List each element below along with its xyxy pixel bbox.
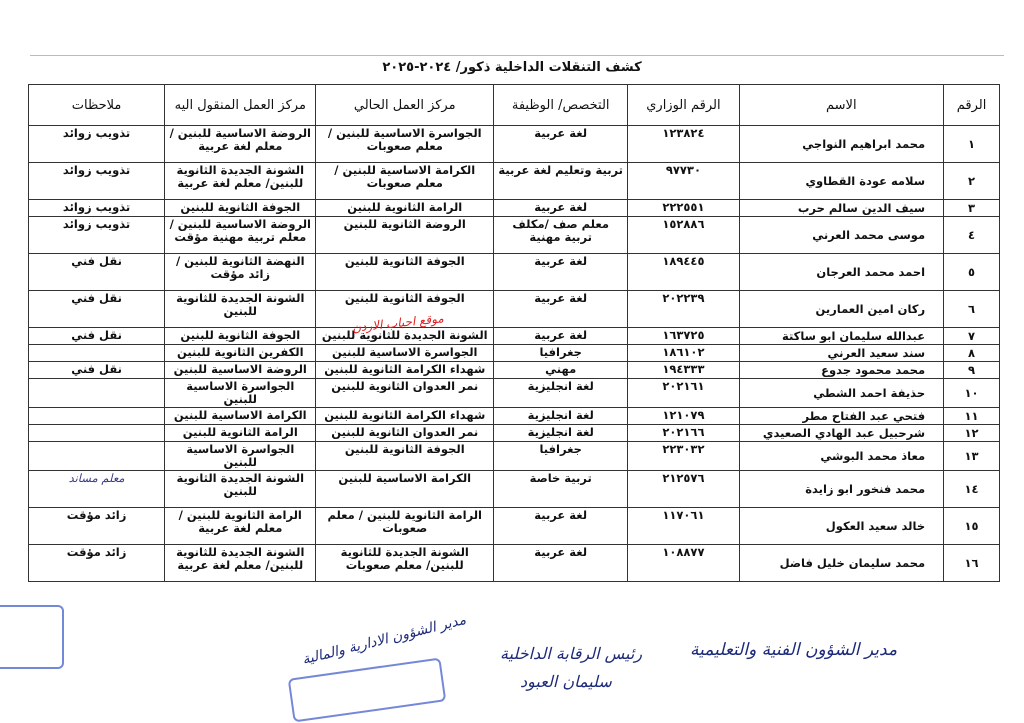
cell-national-id: ١٢٣٨٢٤ [628,126,739,163]
signature-bottom: سليمان العبود [520,672,612,691]
table-row [29,408,1000,425]
header-new-center: مركز العمل المنقول اليه [165,85,316,126]
cell-name: سند سعيد العرني [739,345,944,362]
cell-specialty: لغة عربية [494,254,628,291]
cell-national-id: ٢٢٢٥٥١ [628,200,739,217]
cell-specialty: لغة عربية [494,328,628,345]
cell-current-center: الجوفة الثانوية للبنين [316,254,494,291]
cell-national-id: ٢٠٢٢٣٩ [628,291,739,328]
header-row [29,85,1000,126]
cell-new-center: الكفرين الثانوية للبنين [165,345,316,362]
top-rule [30,55,1004,56]
cell-national-id: ١٢١٠٧٩ [628,408,739,425]
cell-new-center: النهضة الثانوية للبنين / زائد مؤقت [165,254,316,291]
cell-index: ٤ [944,217,1000,254]
cell-name: محمد ابراهيم النواجي [739,126,944,163]
cell-current-center: الرامة الثانوية للبنين / معلم صعوبات [316,508,494,545]
cell-name: موسى محمد العرني [739,217,944,254]
cell-national-id: ٢١٢٥٧٦ [628,471,739,508]
cell-national-id: ١٥٢٨٨٦ [628,217,739,254]
header-index: الرقم [944,85,1000,126]
table-row [29,254,1000,291]
cell-new-center: الشونة الجديدة الثانوية للبنين/ معلم لغة عربية [165,163,316,200]
cell-current-center: الشونة الجديدة للثانوية للبنين/ معلم صعوبات [316,545,494,582]
cell-national-id: ١٦٣٧٢٥ [628,328,739,345]
signature-left: مدير الشؤون الادارية والمالية [300,611,468,669]
cell-index: ٥ [944,254,1000,291]
cell-name: احمد محمد العرجان [739,254,944,291]
cell-current-center: الرامة الثانوية للبنين [316,200,494,217]
signature-right: مدير الشؤون الفنية والتعليمية [690,640,898,660]
cell-national-id: ١٨٩٤٤٥ [628,254,739,291]
cell-specialty: لغة انجليزية [494,379,628,408]
cell-new-center: الروضة الاساسية للبنين / معلم تربية مهنية مؤقت [165,217,316,254]
cell-national-id: ١١٧٠٦١ [628,508,739,545]
cell-specialty: لغة عربية [494,126,628,163]
cell-name: سلامه عودة القطاوي [739,163,944,200]
official-stamp-bottom [288,657,447,722]
cell-notes [29,425,165,442]
cell-index: ٣ [944,200,1000,217]
header-current-center: مركز العمل الحالي [316,85,494,126]
cell-current-center: الشونة الجديدة للثانوية للبنين [316,328,494,345]
cell-name: سيف الدين سالم حرب [739,200,944,217]
cell-index: ١٢ [944,425,1000,442]
cell-new-center: الرامة الثانوية للبنين / معلم لغة عربية [165,508,316,545]
cell-current-center: شهداء الكرامة الثانوية للبنين [316,408,494,425]
cell-notes [29,408,165,425]
signature-middle: رئيس الرقابة الداخلية [500,644,643,663]
cell-index: ١٣ [944,442,1000,471]
table-row [29,291,1000,328]
table-row [29,442,1000,471]
cell-new-center: الجواسرة الاساسية للبنين [165,379,316,408]
cell-current-center: نمر العدوان الثانوية للبنين [316,379,494,408]
table-row [29,217,1000,254]
cell-national-id: ١٩٤٣٣٣ [628,362,739,379]
transfers-table [28,84,1000,582]
table-row [29,345,1000,362]
cell-notes: تذويب زوائد [29,163,165,200]
cell-name: شرحبيل عبد الهادي الصعيدي [739,425,944,442]
cell-current-center: شهداء الكرامة الثانوية للبنين [316,362,494,379]
cell-current-center: الجوفة الثانوية للبنين [316,442,494,471]
cell-new-center: الجوفة الثانوية للبنين [165,200,316,217]
cell-index: ١١ [944,408,1000,425]
cell-name: خالد سعيد العكول [739,508,944,545]
cell-specialty: لغة عربية [494,200,628,217]
header-national-id: الرقم الوزاري [628,85,739,126]
cell-notes: تذويب زوائد [29,126,165,163]
cell-new-center: الشونة الجديدة للثانوية للبنين/ معلم لغة عربية [165,545,316,582]
cell-name: محمد محمود جدوع [739,362,944,379]
cell-specialty: لغة انجليزية [494,408,628,425]
cell-index: ١٠ [944,379,1000,408]
cell-specialty: جغرافيا [494,345,628,362]
cell-name: فتحي عبد الفتاح مطر [739,408,944,425]
cell-index: ١٦ [944,545,1000,582]
cell-name: محمد سليمان خليل فاضل [739,545,944,582]
official-stamp-left [0,605,64,669]
cell-name: محمد فنخور ابو زايدة [739,471,944,508]
cell-national-id: ٢٢٣٠٣٢ [628,442,739,471]
cell-national-id: ٢٠٢١٦٦ [628,425,739,442]
cell-notes: نقل فني [29,328,165,345]
table-row [29,200,1000,217]
cell-notes-handwritten: معلم مساند [29,471,165,508]
cell-index: ٩ [944,362,1000,379]
cell-index: ٢ [944,163,1000,200]
table-row [29,362,1000,379]
cell-current-center: نمر العدوان الثانوية للبنين [316,425,494,442]
cell-notes: زائد مؤقت [29,545,165,582]
cell-new-center: الروضة الاساسية للبنين / معلم لغة عربية [165,126,316,163]
cell-index: ٦ [944,291,1000,328]
document-title: كشف التنقلات الداخلية ذكور/ ٢٠٢٤-٢٠٢٥ [382,60,642,75]
cell-current-center: الكرامة الاساسية للبنين [316,471,494,508]
cell-current-center: الكرامة الاساسية للبنين / معلم صعوبات [316,163,494,200]
cell-notes: تذويب زوائد [29,200,165,217]
cell-notes: تذويب زوائد [29,217,165,254]
cell-index: ٨ [944,345,1000,362]
table-row [29,126,1000,163]
table-row [29,163,1000,200]
cell-national-id: ٩٧٧٣٠ [628,163,739,200]
table-row [29,508,1000,545]
cell-specialty: لغة عربية [494,508,628,545]
cell-specialty: تربية خاصة [494,471,628,508]
cell-index: ٧ [944,328,1000,345]
cell-new-center: الشونة الجديدة الثانوية للبنين [165,471,316,508]
table-row [29,379,1000,408]
cell-notes: نقل فني [29,254,165,291]
cell-new-center: الجواسرة الاساسية للبنين [165,442,316,471]
table-row [29,545,1000,582]
cell-specialty: جغرافيا [494,442,628,471]
cell-new-center: الرامة الثانوية للبنين [165,425,316,442]
cell-specialty: معلم صف /مكلف تربية مهنية [494,217,628,254]
table-row [29,425,1000,442]
cell-notes: زائد مؤقت [29,508,165,545]
header-specialty: التخصص/ الوظيفة [494,85,628,126]
cell-new-center: الجوفة الثانوية للبنين [165,328,316,345]
cell-specialty: لغة انجليزية [494,425,628,442]
cell-name: حذيفة احمد الشطي [739,379,944,408]
cell-specialty: مهني [494,362,628,379]
cell-current-center: الجواسرة الاساسية للبنين [316,345,494,362]
cell-name: معاذ محمد البوشي [739,442,944,471]
cell-notes [29,442,165,471]
cell-index: ١٥ [944,508,1000,545]
header-notes: ملاحظات [29,85,165,126]
table-row [29,471,1000,508]
header-name: الاسم [739,85,944,126]
cell-notes [29,345,165,362]
cell-new-center: الكرامة الاساسية للبنين [165,408,316,425]
cell-specialty: لغة عربية [494,545,628,582]
cell-specialty: تربية وتعليم لغة عربية [494,163,628,200]
cell-current-center: الجوفة الثانوية للبنين [316,291,494,328]
cell-notes: نقل فني [29,291,165,328]
watermark-text: موقع احباب الاردن [351,311,445,335]
cell-current-center: الروضة الثانوية للبنين [316,217,494,254]
cell-national-id: ٢٠٢١٦١ [628,379,739,408]
table-row [29,328,1000,345]
cell-index: ١٤ [944,471,1000,508]
cell-name: ركان امين العمارين [739,291,944,328]
cell-specialty: لغة عربية [494,291,628,328]
cell-name: عبدالله سليمان ابو ساكتة [739,328,944,345]
cell-new-center: الروضة الاساسية للبنين [165,362,316,379]
cell-notes [29,379,165,408]
cell-current-center: الجواسرة الاساسية للبنين / معلم صعوبات [316,126,494,163]
cell-notes: نقل فني [29,362,165,379]
cell-index: ١ [944,126,1000,163]
cell-new-center: الشونة الجديدة للثانوية للبنين [165,291,316,328]
cell-national-id: ١٠٨٨٧٧ [628,545,739,582]
cell-national-id: ١٨٦١٠٢ [628,345,739,362]
